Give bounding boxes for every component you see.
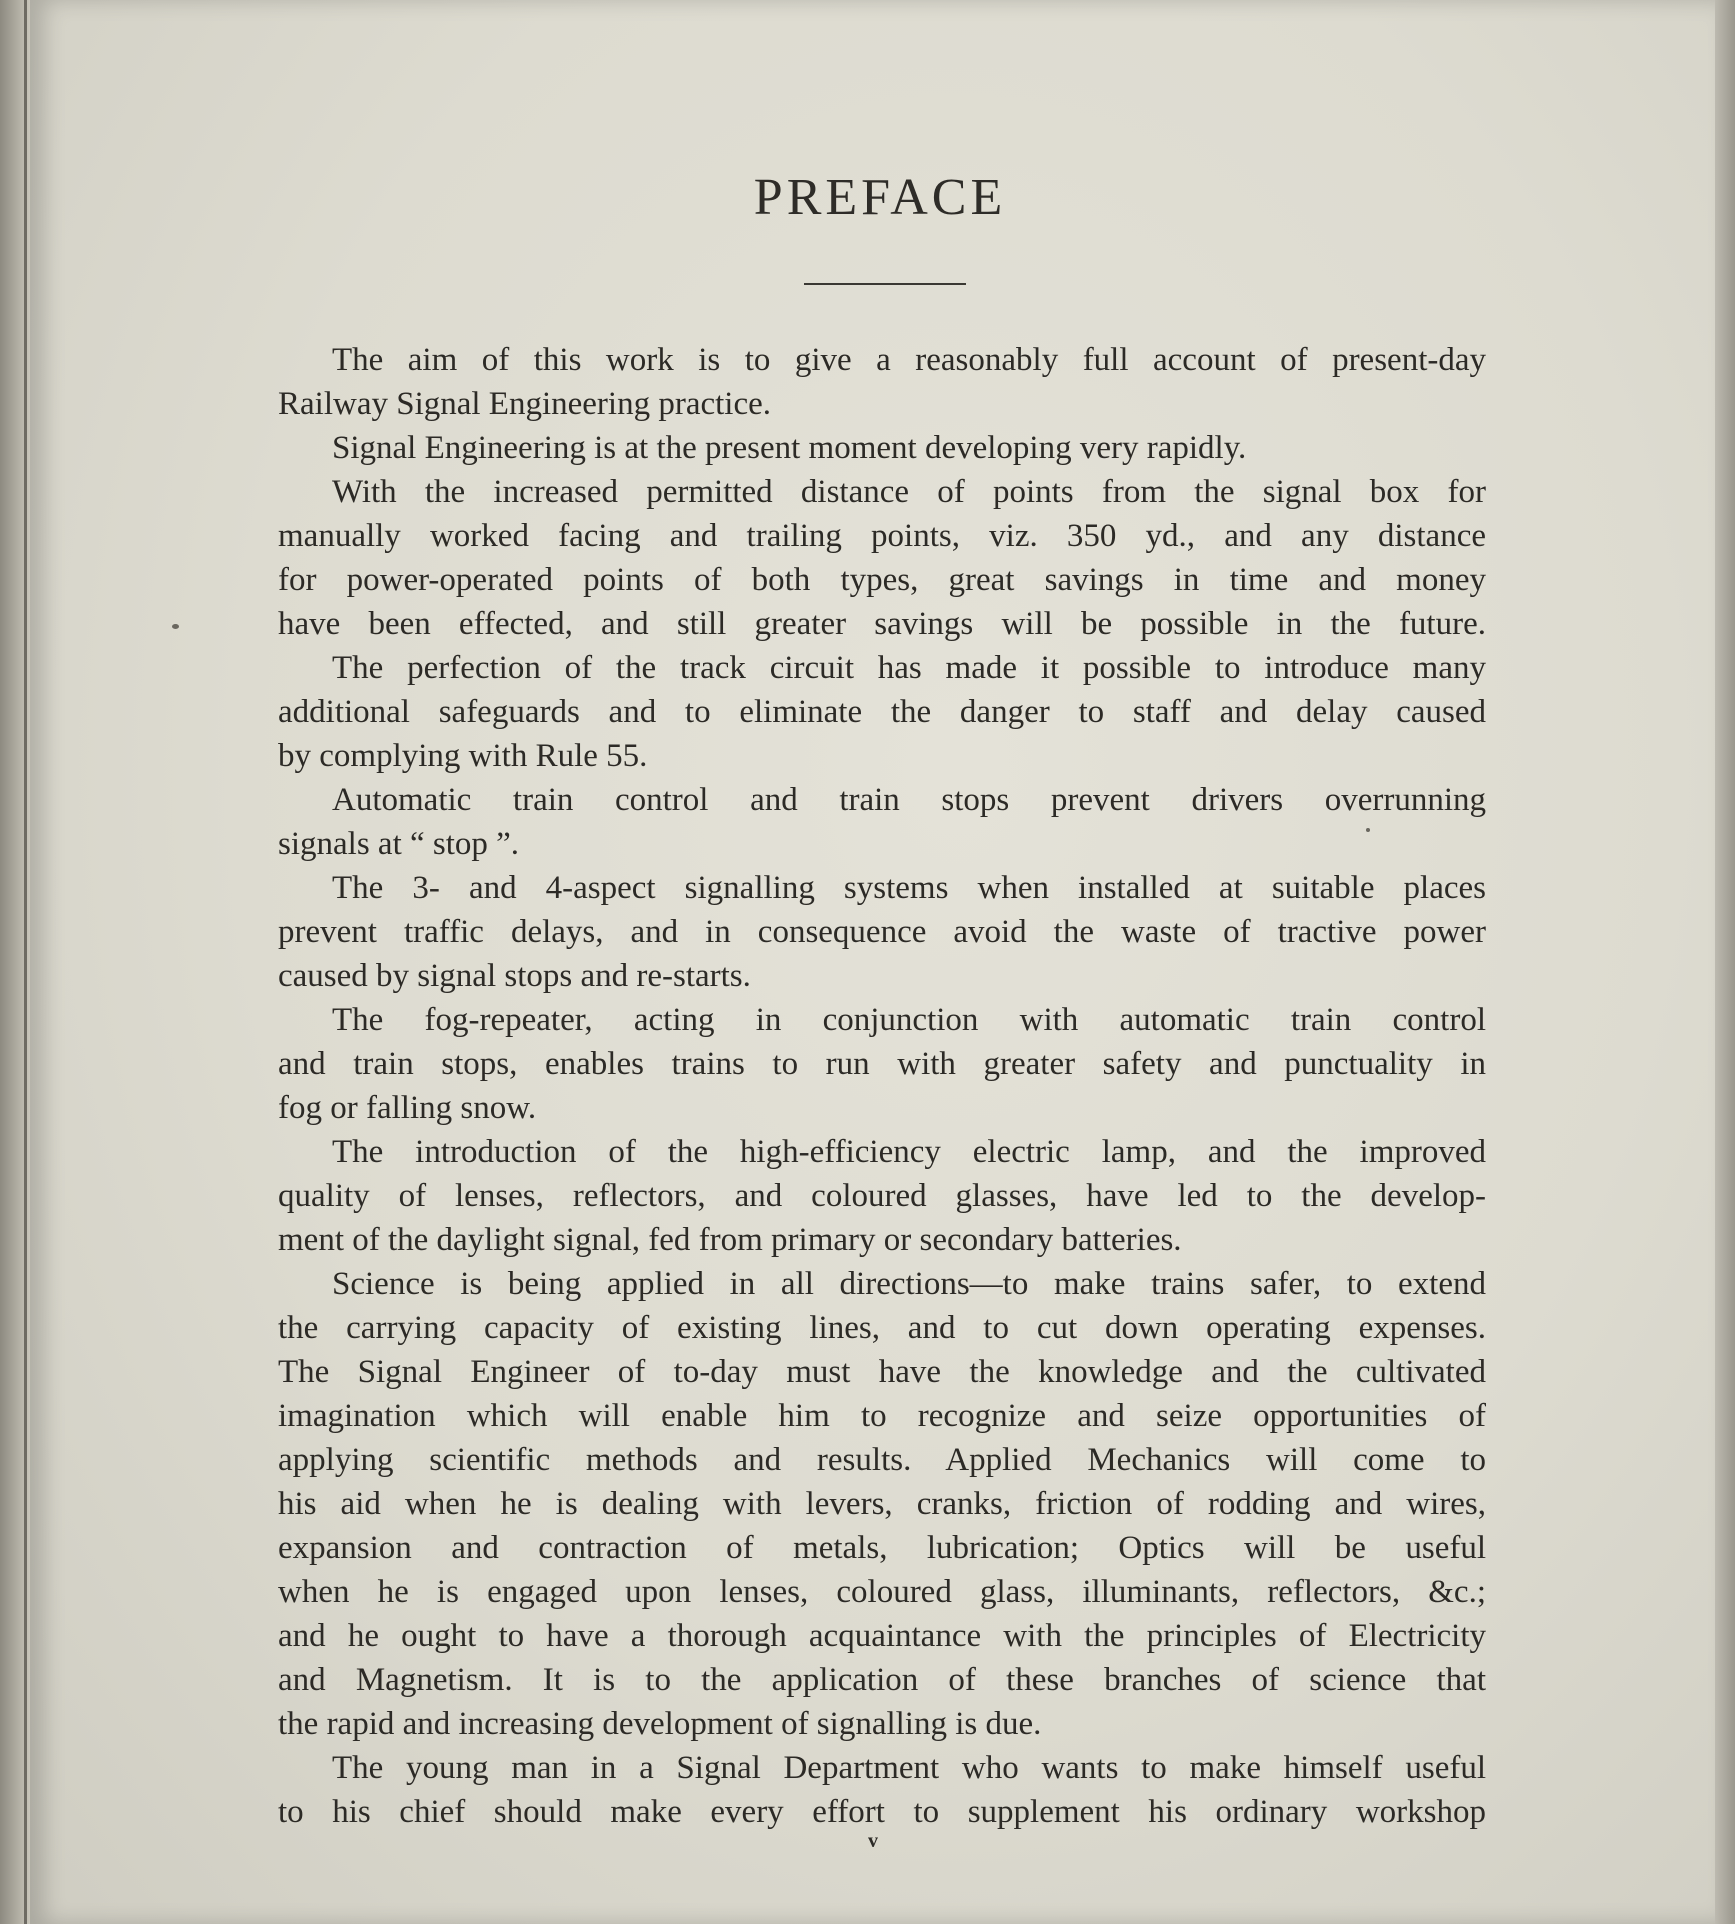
- text-line: expansion and contraction of metals, lubrication; Optics will be useful: [278, 1530, 1486, 1566]
- text-line: manually worked facing and trailing points, viz. 350 yd., and any distance: [278, 518, 1486, 554]
- text-line: his aid when he is dealing with levers, cranks, friction of rodding and wires,: [278, 1486, 1486, 1522]
- text-line: to his chief should make every effort to supplement his ordinary workshop: [278, 1794, 1486, 1830]
- text-line: Automatic train control and train stops prevent drivers overrunning: [332, 782, 1486, 818]
- text-line: The fog-repeater, acting in conjunction with automatic train control: [332, 1002, 1486, 1038]
- text-line: when he is engaged upon lenses, coloured glass, illuminants, reflectors, &c.;: [278, 1574, 1486, 1610]
- page-number: v: [868, 1830, 878, 1852]
- preface-body: [278, 338, 1486, 1834]
- text-line: caused by signal stops and re-starts.: [278, 958, 751, 994]
- text-line: the rapid and increasing development of signalling is due.: [278, 1706, 1042, 1742]
- text-line: the carrying capacity of existing lines, and to cut down operating expenses.: [278, 1310, 1486, 1346]
- text-line: and train stops, enables trains to run with greater safety and punctuality in: [278, 1046, 1486, 1082]
- text-line: The introduction of the high-efficiency electric lamp, and the improved: [332, 1134, 1486, 1170]
- text-line: imagination which will enable him to recognize and seize opportunities of: [278, 1398, 1486, 1434]
- text-line: The young man in a Signal Department who wants to make himself useful: [332, 1750, 1486, 1786]
- text-line: applying scientific methods and results. Applied Mechanics will come to: [278, 1442, 1486, 1478]
- text-line: Signal Engineering is at the present moment developing very rapidly.: [332, 430, 1247, 466]
- text-line: prevent traffic delays, and in consequence avoid the waste of tractive power: [278, 914, 1486, 950]
- text-line: and Magnetism. It is to the application of these branches of science that: [278, 1662, 1486, 1698]
- text-line: The aim of this work is to give a reasonably full account of present-day: [332, 342, 1486, 378]
- text-line: The Signal Engineer of to-day must have the knowledge and the cultivated: [278, 1354, 1486, 1390]
- text-line: for power-operated points of both types, great savings in time and money: [278, 562, 1486, 598]
- text-line: and he ought to have a thorough acquaintance with the principles of Electricity: [278, 1618, 1486, 1654]
- text-line: fog or falling snow.: [278, 1090, 537, 1126]
- text-line: With the increased permitted distance of points from the signal box for: [332, 474, 1486, 510]
- text-line: signals at “ stop ”.: [278, 826, 520, 862]
- binding-edge: [24, 0, 27, 1924]
- text-line: have been effected, and still greater savings will be possible in the future.: [278, 606, 1486, 642]
- text-line: The perfection of the track circuit has made it possible to introduce many: [332, 650, 1486, 686]
- text-line: ment of the daylight signal, fed from primary or secondary batteries.: [278, 1222, 1182, 1258]
- text-line: additional safeguards and to eliminate the danger to staff and delay caused: [278, 694, 1486, 730]
- title-rule: [804, 283, 966, 285]
- text-line: The 3- and 4-aspect signalling systems when installed at suitable places: [332, 870, 1486, 906]
- paper-fleck: [1366, 828, 1370, 832]
- text-line: by complying with Rule 55.: [278, 738, 648, 774]
- text-line: Railway Signal Engineering practice.: [278, 386, 772, 422]
- text-line: Science is being applied in all directions—to make trains safer, to extend: [332, 1266, 1486, 1302]
- paper-fleck: [172, 624, 179, 629]
- page-title: PREFACE: [753, 169, 1007, 226]
- book-page: [30, 0, 1715, 1924]
- page-fore-edge: [1715, 0, 1735, 1924]
- text-line: quality of lenses, reflectors, and coloured glasses, have led to the develop-: [278, 1178, 1486, 1214]
